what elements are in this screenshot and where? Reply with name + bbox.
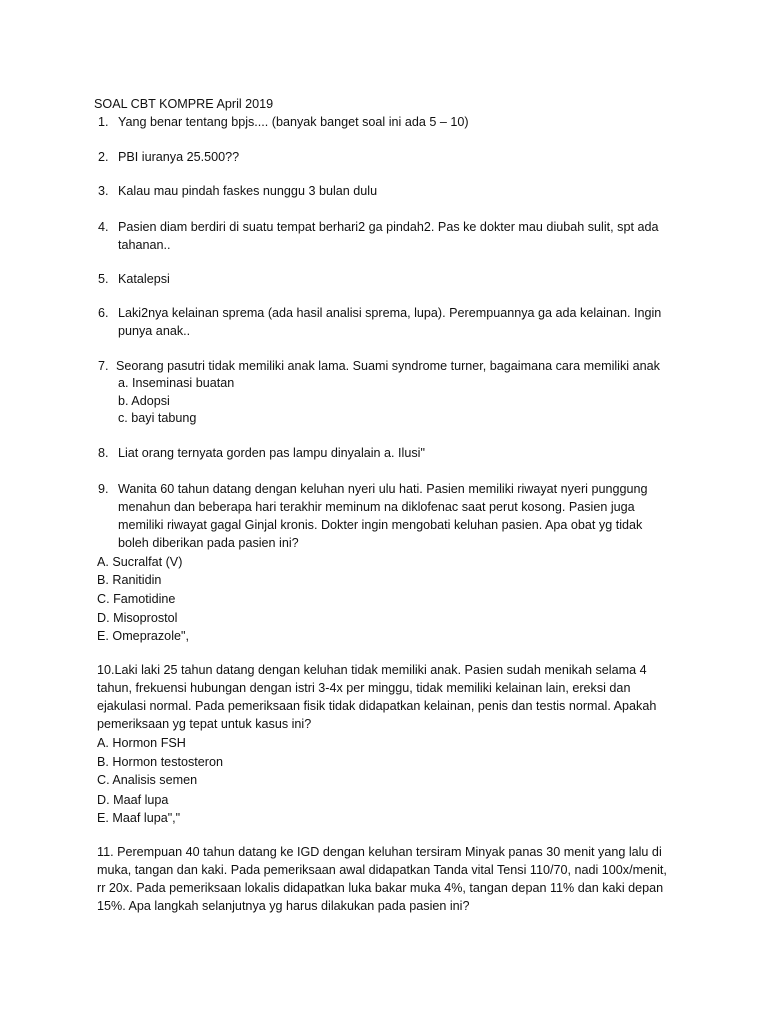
question-number: 6. (98, 306, 109, 320)
question-text: Yang benar tentang bpjs.... (banyak banget soal ini ada 5 – 10) (118, 115, 469, 129)
question-text: Pasien diam berdiri di suatu tempat berhari2 ga pindah2. Pas ke dokter mau diubah sulit, spt ada tahanan.. (118, 220, 659, 252)
answer-option: A. Hormon FSH (97, 736, 186, 750)
answer-option: C. Analisis semen (97, 773, 198, 787)
question-number: 4. (98, 220, 109, 234)
answer-option: C. Famotidine (97, 592, 176, 606)
answer-option: B. Hormon testosteron (97, 755, 223, 769)
answer-option: B. Ranitidin (97, 573, 162, 587)
answer-option: D. Misoprostol (97, 611, 178, 625)
answer-option: b. Adopsi (118, 394, 170, 408)
question-number: 7. (98, 359, 109, 373)
answer-option: A. Sucralfat (V) (97, 555, 183, 569)
question-number: 1. (98, 115, 109, 129)
document-title: SOAL CBT KOMPRE April 2019 (94, 97, 274, 111)
question-number: 5. (98, 272, 109, 286)
question-text: PBI iuranya 25.500?? (118, 150, 240, 164)
question-text: 11. Perempuan 40 tahun datang ke IGD dengan keluhan tersiram Minyak panas 30 menit yang lalu di muka, tangan dan kaki. Pada pemeriksaan awal didapatkan Tanda vital Tensi 110/70, nadi 100x/menit, rr 20x. Pada pemeriksaan lokalis didapatkan luka bakar muka 4%, tangan depan 11% dan kaki depan 15%. Apa langkah selanjutnya yg harus dilakukan pada pasien ini? (97, 845, 667, 913)
question-number: 8. (98, 446, 109, 460)
question-text: 10.Laki laki 25 tahun datang dengan keluhan tidak memiliki anak. Pasien sudah menikah selama 4 tahun, frekuensi hubungan dengan istri 3-4x per minggu, tidak memiliki kelainan lain, ereksi dan ejakulasi normal. Pada pemeriksaan fisik tidak didapatkan kelainan, penis dan testis normal. Apakah pemeriksaan yg tepat untuk kasus ini? (97, 663, 657, 731)
answer-option: E. Maaf lupa"," (97, 811, 181, 825)
question-number: 9. (98, 482, 109, 496)
question-text: Katalepsi (118, 272, 170, 286)
answer-option: D. Maaf lupa (97, 793, 169, 807)
answer-option: c. bayi tabung (118, 411, 197, 425)
question-number: 3. (98, 184, 109, 198)
question-text: Kalau mau pindah faskes nunggu 3 bulan dulu (118, 184, 378, 198)
question-text: Wanita 60 tahun datang dengan keluhan nyeri ulu hati. Pasien memiliki riwayat nyeri punggung menahun dan beberapa hari terakhir meminum na diklofenac saat perut kosong. Pasien juga memiliki riwayat gagal Ginjal kronis. Dokter ingin mengobati keluhan pasien. Apa obat yg tidak boleh diberikan pada pasien ini? (118, 482, 648, 550)
question-text: Liat orang ternyata gorden pas lampu dinyalain a. Ilusi" (118, 446, 425, 460)
answer-option: E. Omeprazole", (97, 629, 189, 643)
question-text: Seorang pasutri tidak memiliki anak lama. Suami syndrome turner, bagaimana cara memiliki anak (116, 359, 660, 373)
question-number: 2. (98, 150, 109, 164)
answer-option: a. Inseminasi buatan (118, 376, 235, 390)
question-text: Laki2nya kelainan sprema (ada hasil analisi sprema, lupa). Perempuannya ga ada kelainan. Ingin punya anak.. (118, 306, 662, 338)
